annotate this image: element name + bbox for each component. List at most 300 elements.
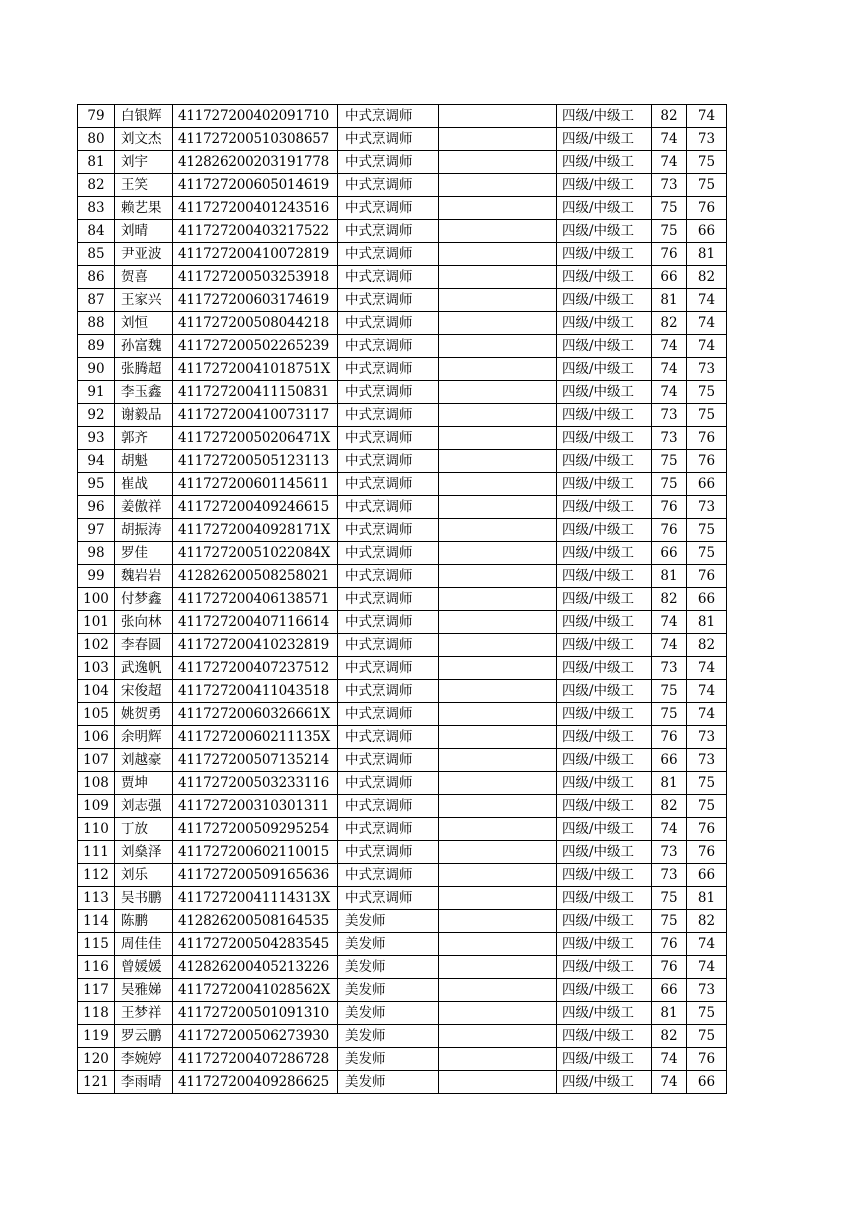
score-theory: 82 <box>652 588 687 611</box>
occupation: 中式烹调师 <box>338 128 439 151</box>
table-row <box>78 634 727 657</box>
person-name: 姚贺勇 <box>115 703 173 726</box>
score-theory: 82 <box>652 1025 687 1048</box>
row-number: 96 <box>78 496 115 519</box>
score-theory: 74 <box>652 335 687 358</box>
skill-level: 四级/中级工 <box>557 220 652 243</box>
skill-level: 四级/中级工 <box>557 289 652 312</box>
table-row <box>78 565 727 588</box>
table-row <box>78 105 727 128</box>
occupation: 中式烹调师 <box>338 726 439 749</box>
occupation: 中式烹调师 <box>338 404 439 427</box>
score-theory: 75 <box>652 450 687 473</box>
blank-cell <box>439 956 557 979</box>
table-row <box>78 128 727 151</box>
person-name: 张向林 <box>115 611 173 634</box>
occupation: 中式烹调师 <box>338 657 439 680</box>
id-number: 411727200411043518 <box>173 680 338 703</box>
skill-level: 四级/中级工 <box>557 473 652 496</box>
id-number: 411727200406138571 <box>173 588 338 611</box>
score-theory: 82 <box>652 105 687 128</box>
table-row <box>78 864 727 887</box>
blank-cell <box>439 1071 557 1094</box>
row-number: 88 <box>78 312 115 335</box>
blank-cell <box>439 404 557 427</box>
blank-cell <box>439 151 557 174</box>
skill-level: 四级/中级工 <box>557 657 652 680</box>
score-theory: 66 <box>652 266 687 289</box>
score-practice: 74 <box>687 657 727 680</box>
score-theory: 81 <box>652 565 687 588</box>
blank-cell <box>439 841 557 864</box>
row-number: 109 <box>78 795 115 818</box>
skill-level: 四级/中级工 <box>557 772 652 795</box>
score-practice: 66 <box>687 1071 727 1094</box>
id-number: 41172720041028562X <box>173 979 338 1002</box>
skill-level: 四级/中级工 <box>557 404 652 427</box>
occupation: 中式烹调师 <box>338 358 439 381</box>
score-practice: 76 <box>687 1048 727 1071</box>
person-name: 李玉鑫 <box>115 381 173 404</box>
row-number: 83 <box>78 197 115 220</box>
blank-cell <box>439 749 557 772</box>
score-theory: 81 <box>652 289 687 312</box>
blank-cell <box>439 220 557 243</box>
person-name: 孙富魏 <box>115 335 173 358</box>
person-name: 刘恒 <box>115 312 173 335</box>
person-name: 姜傲祥 <box>115 496 173 519</box>
skill-level: 四级/中级工 <box>557 933 652 956</box>
table-row <box>78 174 727 197</box>
score-practice: 75 <box>687 174 727 197</box>
skill-level: 四级/中级工 <box>557 197 652 220</box>
row-number: 116 <box>78 956 115 979</box>
score-practice: 81 <box>687 887 727 910</box>
score-practice: 81 <box>687 243 727 266</box>
id-number: 41172720041018751X <box>173 358 338 381</box>
table-row <box>78 1048 727 1071</box>
blank-cell <box>439 588 557 611</box>
blank-cell <box>439 818 557 841</box>
id-number: 411727200410232819 <box>173 634 338 657</box>
skill-level: 四级/中级工 <box>557 519 652 542</box>
skill-level: 四级/中级工 <box>557 1048 652 1071</box>
id-number: 412826200203191778 <box>173 151 338 174</box>
row-number: 103 <box>78 657 115 680</box>
score-theory: 74 <box>652 358 687 381</box>
blank-cell <box>439 381 557 404</box>
row-number: 114 <box>78 910 115 933</box>
blank-cell <box>439 726 557 749</box>
score-theory: 75 <box>652 220 687 243</box>
person-name: 赖艺果 <box>115 197 173 220</box>
score-practice: 75 <box>687 381 727 404</box>
occupation: 中式烹调师 <box>338 864 439 887</box>
id-number: 411727200501091310 <box>173 1002 338 1025</box>
table-row <box>78 680 727 703</box>
skill-level: 四级/中级工 <box>557 381 652 404</box>
person-name: 刘志强 <box>115 795 173 818</box>
person-name: 王梦祥 <box>115 1002 173 1025</box>
score-practice: 74 <box>687 956 727 979</box>
skill-level: 四级/中级工 <box>557 358 652 381</box>
row-number: 91 <box>78 381 115 404</box>
blank-cell <box>439 1002 557 1025</box>
score-practice: 74 <box>687 680 727 703</box>
roster-sheet <box>77 104 727 1094</box>
row-number: 105 <box>78 703 115 726</box>
score-practice: 66 <box>687 220 727 243</box>
id-number: 411727200509165636 <box>173 864 338 887</box>
occupation: 中式烹调师 <box>338 818 439 841</box>
score-theory: 76 <box>652 519 687 542</box>
person-name: 周佳佳 <box>115 933 173 956</box>
occupation: 中式烹调师 <box>338 197 439 220</box>
score-theory: 75 <box>652 910 687 933</box>
score-theory: 73 <box>652 841 687 864</box>
id-number: 41172720051022084X <box>173 542 338 565</box>
person-name: 罗云鹏 <box>115 1025 173 1048</box>
table-row <box>78 588 727 611</box>
table-row <box>78 703 727 726</box>
blank-cell <box>439 496 557 519</box>
occupation: 中式烹调师 <box>338 772 439 795</box>
occupation: 中式烹调师 <box>338 611 439 634</box>
table-row <box>78 1025 727 1048</box>
blank-cell <box>439 197 557 220</box>
person-name: 张腾超 <box>115 358 173 381</box>
table-row <box>78 657 727 680</box>
blank-cell <box>439 887 557 910</box>
row-number: 111 <box>78 841 115 864</box>
occupation: 美发师 <box>338 933 439 956</box>
blank-cell <box>439 703 557 726</box>
person-name: 罗佳 <box>115 542 173 565</box>
id-number: 411727200601145611 <box>173 473 338 496</box>
score-theory: 73 <box>652 657 687 680</box>
occupation: 中式烹调师 <box>338 473 439 496</box>
score-practice: 74 <box>687 703 727 726</box>
person-name: 白银辉 <box>115 105 173 128</box>
skill-level: 四级/中级工 <box>557 680 652 703</box>
score-practice: 73 <box>687 358 727 381</box>
occupation: 中式烹调师 <box>338 266 439 289</box>
table-row <box>78 473 727 496</box>
blank-cell <box>439 243 557 266</box>
score-practice: 73 <box>687 726 727 749</box>
occupation: 中式烹调师 <box>338 634 439 657</box>
score-theory: 75 <box>652 887 687 910</box>
person-name: 崔战 <box>115 473 173 496</box>
score-theory: 66 <box>652 979 687 1002</box>
person-name: 李婉婷 <box>115 1048 173 1071</box>
row-number: 99 <box>78 565 115 588</box>
row-number: 100 <box>78 588 115 611</box>
occupation: 中式烹调师 <box>338 703 439 726</box>
id-number: 411727200510308657 <box>173 128 338 151</box>
score-theory: 66 <box>652 542 687 565</box>
score-practice: 73 <box>687 749 727 772</box>
person-name: 胡振涛 <box>115 519 173 542</box>
skill-level: 四级/中级工 <box>557 450 652 473</box>
score-practice: 82 <box>687 266 727 289</box>
table-row <box>78 933 727 956</box>
table-row <box>78 841 727 864</box>
table-row <box>78 519 727 542</box>
skill-level: 四级/中级工 <box>557 1071 652 1094</box>
score-practice: 75 <box>687 1025 727 1048</box>
skill-level: 四级/中级工 <box>557 910 652 933</box>
score-theory: 76 <box>652 243 687 266</box>
table-row <box>78 427 727 450</box>
table-row <box>78 1002 727 1025</box>
row-number: 80 <box>78 128 115 151</box>
blank-cell <box>439 864 557 887</box>
row-number: 98 <box>78 542 115 565</box>
person-name: 刘越豪 <box>115 749 173 772</box>
score-practice: 76 <box>687 427 727 450</box>
blank-cell <box>439 312 557 335</box>
skill-level: 四级/中级工 <box>557 427 652 450</box>
person-name: 郭齐 <box>115 427 173 450</box>
row-number: 97 <box>78 519 115 542</box>
skill-level: 四级/中级工 <box>557 887 652 910</box>
id-number: 41172720050206471X <box>173 427 338 450</box>
score-theory: 75 <box>652 703 687 726</box>
score-theory: 82 <box>652 312 687 335</box>
id-number: 412826200508258021 <box>173 565 338 588</box>
table-row <box>78 1071 727 1094</box>
table-row <box>78 956 727 979</box>
person-name: 曾媛媛 <box>115 956 173 979</box>
row-number: 86 <box>78 266 115 289</box>
table-row <box>78 795 727 818</box>
blank-cell <box>439 772 557 795</box>
person-name: 李雨晴 <box>115 1071 173 1094</box>
table-row <box>78 611 727 634</box>
id-number: 411727200503253918 <box>173 266 338 289</box>
occupation: 中式烹调师 <box>338 243 439 266</box>
occupation: 美发师 <box>338 979 439 1002</box>
person-name: 刘晴 <box>115 220 173 243</box>
score-practice: 74 <box>687 335 727 358</box>
occupation: 中式烹调师 <box>338 450 439 473</box>
person-name: 刘文杰 <box>115 128 173 151</box>
score-practice: 74 <box>687 289 727 312</box>
blank-cell <box>439 266 557 289</box>
score-practice: 66 <box>687 588 727 611</box>
occupation: 中式烹调师 <box>338 887 439 910</box>
score-theory: 74 <box>652 634 687 657</box>
id-number: 411727200407116614 <box>173 611 338 634</box>
person-name: 刘宇 <box>115 151 173 174</box>
blank-cell <box>439 680 557 703</box>
occupation: 中式烹调师 <box>338 680 439 703</box>
score-theory: 82 <box>652 795 687 818</box>
occupation: 美发师 <box>338 1002 439 1025</box>
score-theory: 75 <box>652 680 687 703</box>
occupation: 中式烹调师 <box>338 841 439 864</box>
score-practice: 76 <box>687 450 727 473</box>
occupation: 美发师 <box>338 1071 439 1094</box>
score-theory: 66 <box>652 749 687 772</box>
table-row <box>78 772 727 795</box>
skill-level: 四级/中级工 <box>557 542 652 565</box>
skill-level: 四级/中级工 <box>557 1002 652 1025</box>
score-practice: 75 <box>687 542 727 565</box>
table-row <box>78 220 727 243</box>
blank-cell <box>439 565 557 588</box>
row-number: 115 <box>78 933 115 956</box>
person-name: 尹亚波 <box>115 243 173 266</box>
score-theory: 75 <box>652 473 687 496</box>
blank-cell <box>439 611 557 634</box>
id-number: 411727200506273930 <box>173 1025 338 1048</box>
occupation: 中式烹调师 <box>338 519 439 542</box>
id-number: 411727200509295254 <box>173 818 338 841</box>
score-theory: 74 <box>652 1071 687 1094</box>
score-practice: 82 <box>687 634 727 657</box>
table-row <box>78 910 727 933</box>
skill-level: 四级/中级工 <box>557 726 652 749</box>
row-number: 90 <box>78 358 115 381</box>
row-number: 120 <box>78 1048 115 1071</box>
blank-cell <box>439 289 557 312</box>
blank-cell <box>439 979 557 1002</box>
id-number: 411727200407286728 <box>173 1048 338 1071</box>
table-row <box>78 358 727 381</box>
score-practice: 75 <box>687 1002 727 1025</box>
blank-cell <box>439 1048 557 1071</box>
row-number: 104 <box>78 680 115 703</box>
table-row <box>78 749 727 772</box>
id-number: 411727200310301311 <box>173 795 338 818</box>
row-number: 94 <box>78 450 115 473</box>
id-number: 41172720041114313X <box>173 887 338 910</box>
table-row <box>78 197 727 220</box>
row-number: 85 <box>78 243 115 266</box>
occupation: 中式烹调师 <box>338 312 439 335</box>
blank-cell <box>439 335 557 358</box>
blank-cell <box>439 634 557 657</box>
score-theory: 74 <box>652 381 687 404</box>
score-practice: 75 <box>687 404 727 427</box>
skill-level: 四级/中级工 <box>557 956 652 979</box>
table-row <box>78 289 727 312</box>
skill-level: 四级/中级工 <box>557 588 652 611</box>
blank-cell <box>439 174 557 197</box>
occupation: 中式烹调师 <box>338 496 439 519</box>
person-name: 刘乐 <box>115 864 173 887</box>
person-name: 刘燊泽 <box>115 841 173 864</box>
occupation: 中式烹调师 <box>338 542 439 565</box>
blank-cell <box>439 657 557 680</box>
row-number: 118 <box>78 1002 115 1025</box>
score-theory: 73 <box>652 174 687 197</box>
occupation: 中式烹调师 <box>338 174 439 197</box>
occupation: 中式烹调师 <box>338 220 439 243</box>
person-name: 武逸帆 <box>115 657 173 680</box>
score-theory: 74 <box>652 151 687 174</box>
score-practice: 74 <box>687 933 727 956</box>
id-number: 411727200409286625 <box>173 1071 338 1094</box>
score-practice: 73 <box>687 979 727 1002</box>
occupation: 中式烹调师 <box>338 588 439 611</box>
skill-level: 四级/中级工 <box>557 128 652 151</box>
person-name: 胡魁 <box>115 450 173 473</box>
id-number: 411727200602110015 <box>173 841 338 864</box>
score-practice: 76 <box>687 841 727 864</box>
roster-table <box>77 104 727 1094</box>
occupation: 中式烹调师 <box>338 565 439 588</box>
row-number: 110 <box>78 818 115 841</box>
row-number: 95 <box>78 473 115 496</box>
table-row <box>78 542 727 565</box>
score-theory: 76 <box>652 933 687 956</box>
person-name: 王笑 <box>115 174 173 197</box>
row-number: 81 <box>78 151 115 174</box>
row-number: 87 <box>78 289 115 312</box>
id-number: 411727200401243516 <box>173 197 338 220</box>
person-name: 付梦鑫 <box>115 588 173 611</box>
row-number: 84 <box>78 220 115 243</box>
skill-level: 四级/中级工 <box>557 634 652 657</box>
row-number: 108 <box>78 772 115 795</box>
row-number: 119 <box>78 1025 115 1048</box>
row-number: 82 <box>78 174 115 197</box>
score-practice: 74 <box>687 312 727 335</box>
blank-cell <box>439 128 557 151</box>
occupation: 中式烹调师 <box>338 427 439 450</box>
score-practice: 66 <box>687 473 727 496</box>
person-name: 吴雅娣 <box>115 979 173 1002</box>
row-number: 113 <box>78 887 115 910</box>
row-number: 117 <box>78 979 115 1002</box>
blank-cell <box>439 519 557 542</box>
score-theory: 81 <box>652 772 687 795</box>
skill-level: 四级/中级工 <box>557 818 652 841</box>
id-number: 41172720060326661X <box>173 703 338 726</box>
table-row <box>78 450 727 473</box>
blank-cell <box>439 473 557 496</box>
person-name: 魏岩岩 <box>115 565 173 588</box>
score-theory: 74 <box>652 818 687 841</box>
skill-level: 四级/中级工 <box>557 496 652 519</box>
roster-body <box>78 105 727 1094</box>
person-name: 丁放 <box>115 818 173 841</box>
table-row <box>78 887 727 910</box>
blank-cell <box>439 933 557 956</box>
score-practice: 75 <box>687 151 727 174</box>
blank-cell <box>439 105 557 128</box>
row-number: 92 <box>78 404 115 427</box>
row-number: 89 <box>78 335 115 358</box>
id-number: 411727200402091710 <box>173 105 338 128</box>
person-name: 谢毅品 <box>115 404 173 427</box>
row-number: 107 <box>78 749 115 772</box>
id-number: 411727200410072819 <box>173 243 338 266</box>
id-number: 411727200508044218 <box>173 312 338 335</box>
score-theory: 74 <box>652 611 687 634</box>
skill-level: 四级/中级工 <box>557 565 652 588</box>
score-practice: 66 <box>687 864 727 887</box>
id-number: 411727200505123113 <box>173 450 338 473</box>
score-practice: 76 <box>687 565 727 588</box>
skill-level: 四级/中级工 <box>557 795 652 818</box>
id-number: 412826200508164535 <box>173 910 338 933</box>
id-number: 411727200504283545 <box>173 933 338 956</box>
table-row <box>78 818 727 841</box>
